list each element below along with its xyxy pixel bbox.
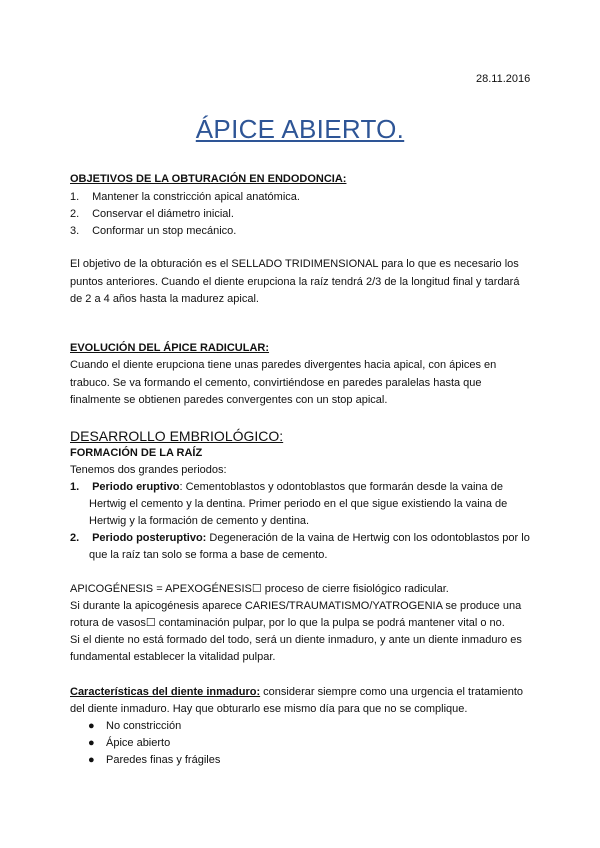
list-item [70, 207, 234, 221]
paragraph-line: de 2 a 4 años hasta la madurez apical. [70, 293, 259, 305]
paragraph-text: considerar siempre como una urgencia el tratamiento [260, 686, 524, 698]
period-posteruptive-label: Periodo posteruptivo: [92, 532, 207, 544]
list-text: Degeneración de la vaina de Hertwig con los odontoblastos por lo [206, 532, 530, 544]
paragraph-line: APICOGÉNESIS = APEXOGÉNESIS☐ proceso de cierre fisiológico radicular. [70, 583, 449, 595]
paragraph-line: Hertwig y la formación de cemento y dentina. [89, 515, 310, 527]
apex-evolution-heading: EVOLUCIÓN DEL ÁPICE RADICULAR: [70, 342, 270, 354]
bullet-icon: ● [88, 720, 95, 732]
document-date: 28.11.2016 [476, 73, 531, 85]
list-number: 2. [70, 208, 80, 220]
list-item [70, 531, 530, 545]
list-number: 2. [70, 532, 80, 544]
list-number: 3. [70, 225, 80, 237]
list-item [88, 736, 170, 750]
list-number: 1. [70, 481, 80, 493]
bullet-icon: ● [88, 737, 95, 749]
list-text: Conservar el diámetro inicial. [92, 208, 234, 220]
period-eruptive-label: Periodo eruptivo [92, 481, 180, 493]
list-item [70, 190, 300, 204]
list-text: Mantener la constricción apical anatómica. [92, 191, 300, 203]
list-text: Paredes finas y frágiles [106, 754, 221, 766]
paragraph-line: Cuando el diente erupciona tiene unas paredes divergentes hacia apical, con ápices en [70, 359, 497, 371]
embryology-heading: DESARROLLO EMBRIOLÓGICO: [70, 428, 284, 444]
paragraph-line: fundamental establecer la vitalidad pulpar. [70, 651, 276, 663]
paragraph-line: que la raíz tan solo se forma a base de cemento. [89, 549, 328, 561]
paragraph-line: finalmente se obtienen paredes convergentes con un stop apical. [70, 394, 388, 406]
list-text: : Cementoblastos y odontoblastos que formarán desde la vaina de [179, 481, 503, 493]
paragraph-line: Hertwig el cemento y la dentina. Primer periodo en el que sigue existiendo la vaina de [89, 498, 508, 510]
list-text: No constricción [106, 720, 182, 732]
paragraph-line: del diente inmaduro. Hay que obturarlo ese mismo día para que no se complique. [70, 703, 468, 715]
list-item [88, 753, 220, 767]
immature-tooth-heading: Características del diente inmaduro: [70, 686, 261, 698]
paragraph-line: Si el diente no está formado del todo, será un diente inmaduro, y ante un diente inmaduro es [70, 634, 522, 646]
list-number: 1. [70, 191, 80, 203]
list-text: Ápice abierto [106, 737, 171, 749]
objectives-heading: OBJETIVOS DE LA OBTURACIÓN EN ENDODONCIA: [70, 173, 347, 185]
paragraph-line: rotura de vasos☐ contaminación pulpar, por lo que la pulpa se podrá mantener vital o no. [70, 617, 505, 629]
paragraph-line: El objetivo de la obturación es el SELLADO TRIDIMENSIONAL para lo que es necesario los [70, 258, 519, 270]
list-item [70, 480, 503, 494]
paragraph-line: Si durante la apicogénesis aparece CARIES/TRAUMATISMO/YATROGENIA se produce una [70, 600, 522, 612]
list-item [70, 224, 236, 238]
root-formation-subheading: FORMACIÓN DE LA RAÍZ [70, 447, 203, 459]
paragraph-line: puntos anteriores. Cuando el diente erupciona la raíz tendrá 2/3 de la longitud final y tardará [70, 276, 520, 288]
paragraph-line [70, 685, 523, 699]
bullet-icon: ● [88, 754, 95, 766]
list-item [88, 719, 181, 733]
periods-intro: Tenemos dos grandes periodos: [70, 464, 227, 476]
list-text: Conformar un stop mecánico. [92, 225, 237, 237]
paragraph-line: trabuco. Se va formando el cemento, convirtiéndose en paredes paralelas hasta que [70, 377, 482, 389]
document-title: ÁPICE ABIERTO. [195, 114, 405, 144]
